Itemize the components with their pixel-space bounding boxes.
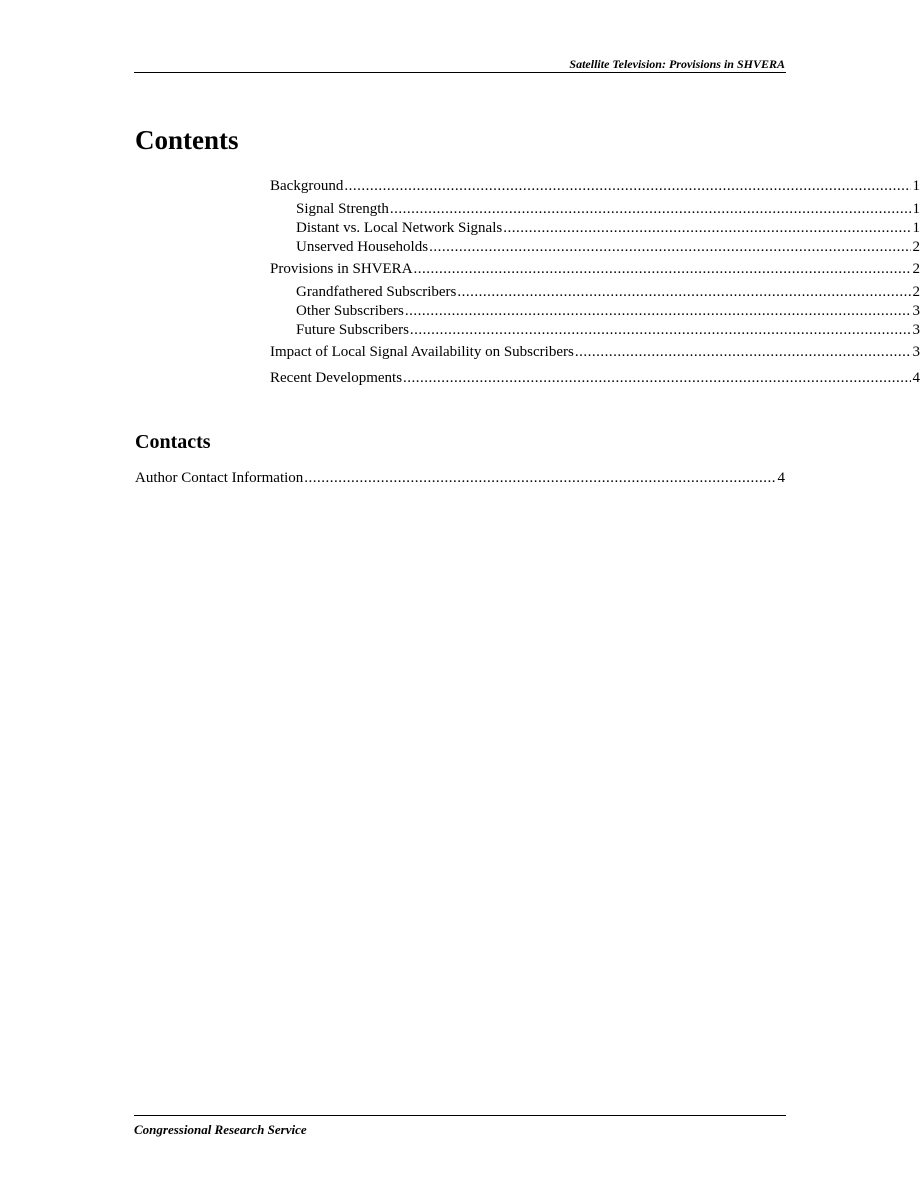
toc-entry-label: Unserved Households — [296, 239, 429, 255]
toc-entry-label: Future Subscribers — [296, 322, 409, 338]
toc-entry-page: 2 — [912, 261, 920, 277]
toc-entry-impact[interactable] — [270, 343, 920, 361]
running-footer — [134, 1115, 786, 1137]
toc-entry-page: 3 — [912, 344, 920, 360]
toc-entry-signal-strength[interactable] — [296, 200, 920, 218]
toc-entry-page: 4 — [912, 370, 920, 386]
toc-entry-other-subscribers[interactable] — [296, 302, 920, 320]
running-header-title: Satellite Television: Provisions in SHVERA — [569, 57, 785, 71]
toc-entry-label: Impact of Local Signal Availability on Subscribers — [270, 344, 574, 360]
toc-entry-page: 1 — [912, 201, 920, 217]
toc-entry-label: Recent Developments — [270, 370, 403, 386]
toc-entry-page: 2 — [912, 284, 920, 300]
toc-entry-label: Other Subscribers — [296, 303, 404, 319]
toc-entry-label: Signal Strength — [296, 201, 389, 217]
toc-entry-background[interactable] — [270, 177, 920, 195]
toc-entry-recent-developments[interactable] — [270, 369, 920, 387]
toc-entry-page: 4 — [777, 470, 785, 486]
toc-entry-grandfathered[interactable] — [296, 283, 920, 301]
toc-entry-page: 1 — [912, 220, 920, 236]
contacts-heading: Contacts — [135, 431, 211, 453]
toc-entry-distant-vs-local[interactable] — [296, 219, 920, 237]
toc-entry-author-contact[interactable] — [135, 469, 785, 487]
toc-entry-provisions[interactable] — [270, 260, 920, 278]
toc-entry-page: 3 — [912, 322, 920, 338]
running-header — [134, 57, 786, 73]
contents-heading: Contents — [135, 125, 239, 155]
toc-entry-label: Provisions in SHVERA — [270, 261, 413, 277]
toc-entry-label: Background — [270, 178, 344, 194]
toc-entry-page: 1 — [912, 178, 920, 194]
toc-entry-page: 2 — [912, 239, 920, 255]
toc-entry-label: Grandfathered Subscribers — [296, 284, 457, 300]
toc-entry-future-subscribers[interactable] — [296, 321, 920, 339]
toc-entry-page: 3 — [912, 303, 920, 319]
toc-entry-unserved-households[interactable] — [296, 238, 920, 256]
running-footer-text: Congressional Research Service — [134, 1122, 307, 1137]
toc-entry-label: Distant vs. Local Network Signals — [296, 220, 503, 236]
toc-entry-label: Author Contact Information — [135, 470, 304, 486]
